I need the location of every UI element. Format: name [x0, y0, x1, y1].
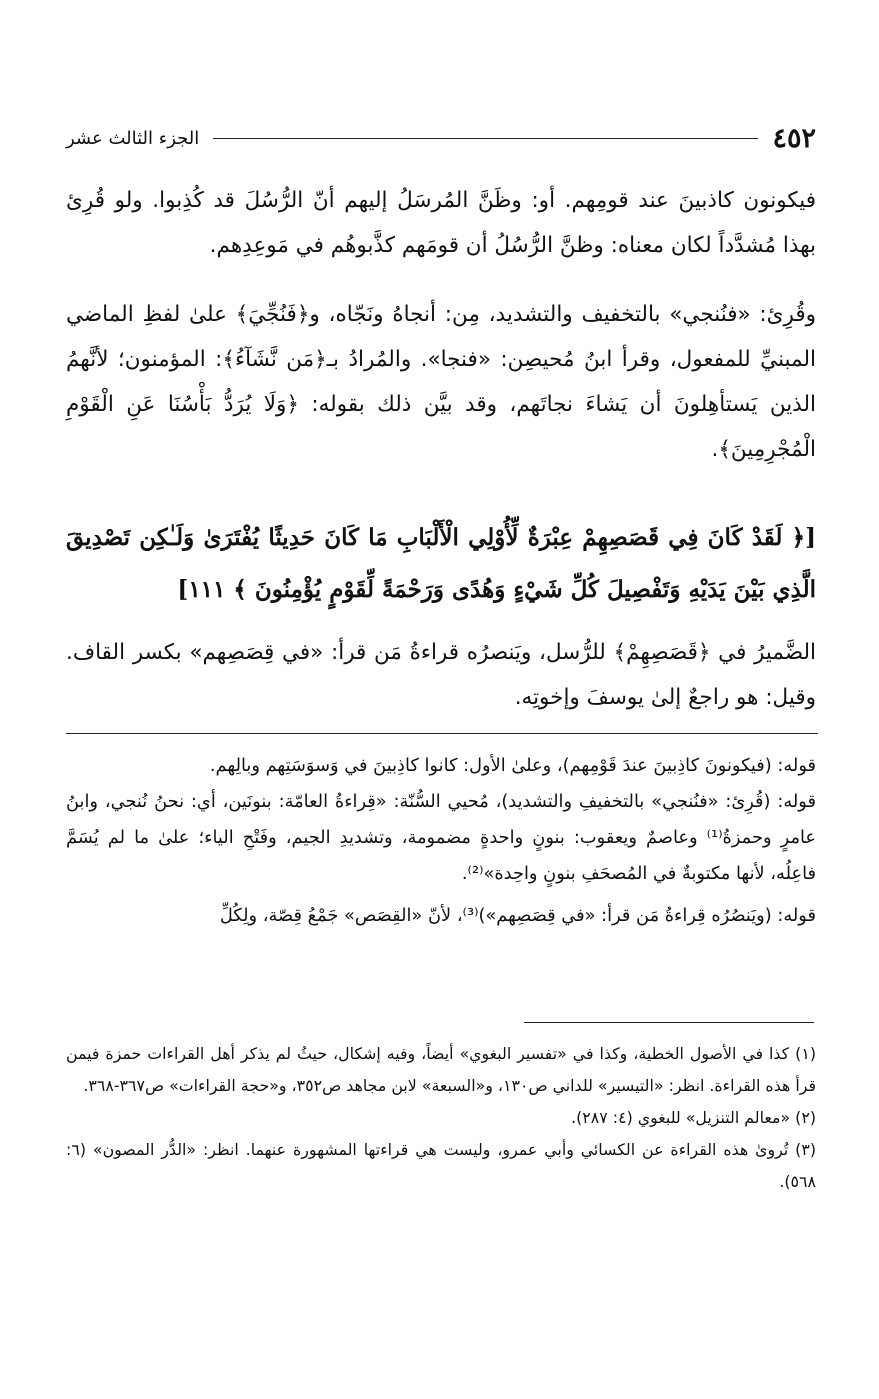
main-paragraph-2: [66, 292, 816, 472]
footnote: (٢) «معالم التنزيل» للبغوي (٤: ٢٨٧).: [571, 1108, 816, 1127]
commentary-separator: [66, 733, 818, 734]
page-header: [66, 118, 816, 158]
running-title: الجزء الثالث عشر: [66, 127, 200, 149]
footnote: (١) كذا في الأصول الخطية، وكذا في «تفسير البغوي» أيضاً، وفيه إشكال، حيثُ لم يذكر أهل القراءات حمزة فيمن قرأ هذه القراءة. انظر: «التيسير» للداني ص١٣٠، و«السبعة» لابن مجاهد ص٣٥٢، و«حجة القراءات» ص٣٦٧-٣٦٨.: [66, 1044, 816, 1095]
header-rule: [213, 138, 758, 139]
commentary-note: قوله: (فيكونونَ كاذِبينَ عندَ قَوْمِهم)، وعلىٰ الأول: كانوا كاذِبينَ في وَسوَسَتِهم وبالِهم.: [209, 755, 816, 776]
main-paragraph-1: [66, 178, 816, 268]
quran-verse-block: [66, 512, 816, 616]
paragraph-text: وقُرِئ: «فنُنجي» بالتخفيف والتشديد، مِن: أنجاهُ ونَجّاه، و﴿فَنُجِّيَ﴾ علىٰ لفظِ الماضي المبنيِّ للمفعول، وقرأ ابنُ مُحيصِن: «فنجا». والمُرادُ بـ﴿مَن نَّشَآءُ﴾: المؤمنون؛ لأنَّهمُ الذين يَستأهِلونَ أن يَشاءَ نجاتَهم، وقد بيَّن ذلك بقوله: ﴿وَلَا يُرَدُّ بَأْسُنَا عَنِ الْقَوْمِ الْمُجْرِمِينَ﴾.: [66, 302, 816, 462]
commentary-section: [66, 748, 816, 934]
paragraph-text: الضَّميرُ في ﴿قَصَصِهِمْ﴾ للرُّسل، ويَنصرُه قراءةُ مَن قرأ: «في قِصَصِهم» بكسر القاف. وقيل: هو راجعٌ إلىٰ يوسفَ وإخوتِه.: [66, 640, 816, 710]
quran-verse: [﴿ لَقَدْ كَانَ فِي قَصَصِهِمْ عِبْرَةٌ لِّأُوْلِي الْأَلْبَابِ مَا كَانَ حَدِيثًا يُفْتَرَىٰ وَلَـٰكِن تَصْدِيقَ الَّذِي بَيْنَ يَدَيْهِ وَتَفْصِيلَ كُلِّ شَيْءٍ وَهُدًى وَرَحْمَةً لِّقَوْمٍ يُؤْمِنُونَ ﴾ ١١١]: [66, 524, 816, 603]
main-paragraph-3: [66, 630, 816, 720]
footnote: (٣) تُروىٰ هذه القراءة عن الكسائي وأبي عمرو، وليست هي قراءتها المشهورة عنهما. انظر: «الدُّر المصون» (٦: ٥٦٨).: [66, 1140, 816, 1191]
page-number: ٤٥٢: [772, 122, 816, 154]
commentary-note: قوله: (ويَنصُرُه قِراءةُ مَن قرأ: «في قِصَصِهم»)⁽³⁾، لأنّ «القِصَص» جَمْعُ قِصّة، ولِكُلِّ: [219, 905, 816, 926]
footnotes-section: [66, 1038, 816, 1198]
footnote-separator: [524, 1022, 814, 1023]
paragraph-text: فيكونون كاذبينَ عند قومِهم. أو: وظَنَّ المُرسَلُ إليهم أنّ الرُّسُلَ قد كُذِبوا. ولو قُرِئ بهذا مُشدَّداً لكان معناه: وظنَّ الرُّسُلُ أن قومَهم كذَّبوهُم في مَوعِدِهم.: [66, 188, 816, 258]
commentary-note: قوله: (قُرِئ: «فنُنجي» بالتخفيفِ والتشديد)، مُحيي السُّنّة: «قِراءةُ العامّة: بنونَين، أي: نحنُ نُنجي، وابنُ عامرٍ وحمزةُ⁽¹⁾ وعاصمٌ ويعقوب: بنونٍ واحدةٍ مضمومة، وتشديدِ الجيم، وفَتْحِ الياء؛ علىٰ ما لم يُسَمَّ فاعِلُه، لأنها مكتوبةٌ في المُصحَفِ بنونٍ واحِدة»⁽²⁾.: [66, 791, 816, 884]
